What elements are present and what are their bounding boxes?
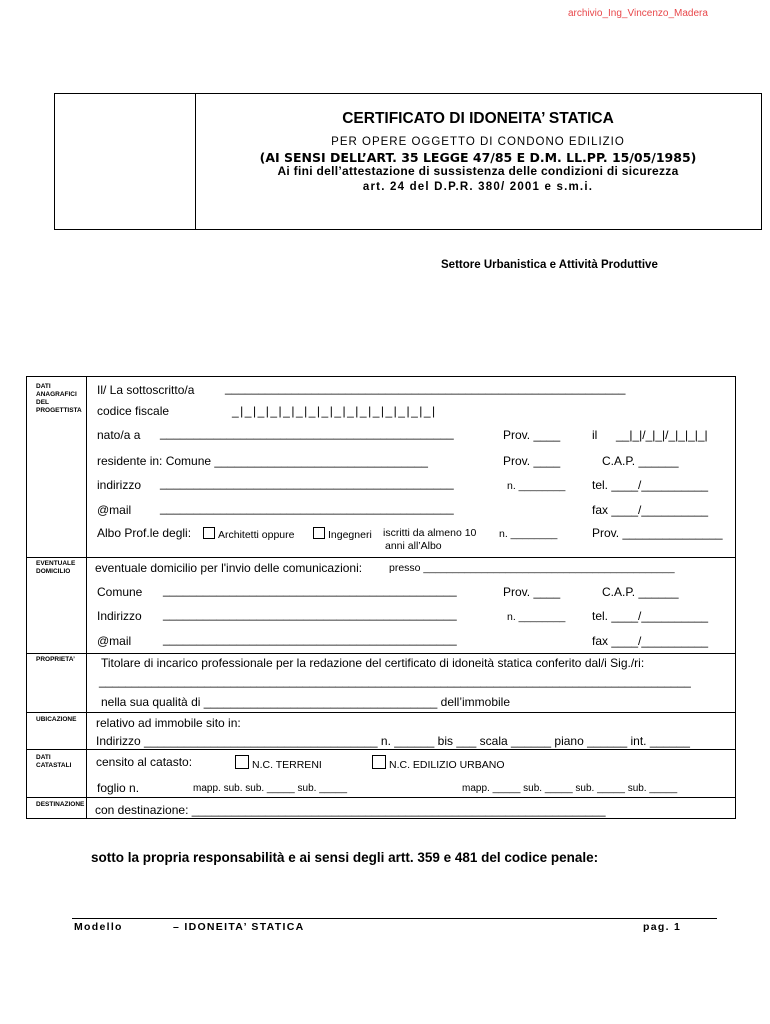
mail-domicilio-label: @mail [97,634,132,648]
iscritti-label: iscritti da almeno 10 [383,527,477,539]
divider [27,797,735,798]
divider [27,749,735,750]
sottoscritto-label: Il/ La sottoscritto/a [97,383,195,397]
prov-nascita-field[interactable]: Prov. ____ [503,428,561,442]
censito-label: censito al catasto: [96,755,193,769]
codice-fiscale-field[interactable]: _|_|_|_|_|_|_|_|_|_|_|_|_|_|_|_| [232,404,437,418]
il-label: il [592,428,598,442]
qualita-field[interactable]: nella sua qualità di ___________________________________ dell’immobile [101,695,511,709]
urbano-option[interactable] [372,755,505,771]
terreni-label: N.C. TERRENI [252,759,322,771]
page-title: CERTIFICATO DI IDONEITA’ STATICA [342,110,614,127]
logo-area [55,94,196,229]
tel-field[interactable]: tel. ____/__________ [592,478,709,492]
mail-label: @mail [97,503,132,517]
codice-fiscale-label: codice fiscale [97,404,170,418]
section-dati-catastali: DATI CATASTALI [36,754,72,769]
section-domicilio: EVENTUALE DOMICILIO [36,560,76,575]
page-number: pag. 1 [643,921,682,933]
nato-field[interactable]: ____________________________________________ [160,426,454,440]
presso-field[interactable]: presso ___________________________________________ [389,562,675,574]
subtitle-dpr: art. 24 del D.P.R. 380/ 2001 e s.m.i. [362,181,594,193]
domicilio-label: eventuale domicilio per l'invio delle comunicazioni: [95,561,363,575]
settore-label: Settore Urbanistica e Attività Produttive [441,259,658,271]
architetti-label: Architetti oppure [218,529,295,541]
watermark: archivio_Ing_Vincenzo_Madera [568,8,708,19]
footer-idoneita: – IDONEITA’ STATICA [173,921,305,933]
titolare-field[interactable]: __________________________________________________________________________________________ [99,674,691,688]
comune-label: Comune [97,585,143,599]
section-dati-anagrafici: DATI ANAGRAFICI DEL PROGETTISTA [36,383,82,414]
section-ubicazione: UBICAZIONE [36,716,77,723]
divider [27,712,735,713]
mail-field[interactable]: ____________________________________________ [160,501,454,515]
fax-field[interactable]: fax ____/__________ [592,503,709,517]
data-nascita-field[interactable]: __|_|/_|_|/_|_|_|_| [616,428,708,442]
terreni-checkbox[interactable] [235,755,249,769]
foglio-label: foglio n. [97,781,140,795]
subtitle-condono: PER OPERE OGGETTO DI CONDONO EDILIZIO [331,136,625,148]
urbano-label: N.C. EDILIZIO URBANO [389,759,505,771]
ingegneri-checkbox[interactable] [313,527,325,539]
section-proprieta: PROPRIETA’ [36,656,75,663]
mail-domicilio-field[interactable]: ____________________________________________ [163,632,457,646]
comune-field[interactable]: ____________________________________________ [163,583,457,597]
urbano-checkbox[interactable] [372,755,386,769]
architetti-checkbox[interactable] [203,527,215,539]
ingegneri-label: Ingegneri [328,529,372,541]
numero-civico-field[interactable]: n. ________ [507,480,566,492]
fax-domicilio-field[interactable]: fax ____/__________ [592,634,709,648]
indirizzo-field[interactable]: ____________________________________________ [160,476,454,490]
mapp-terreni-field[interactable]: mapp. sub. sub. _____ sub. _____ [193,783,348,794]
footer-divider [72,918,717,919]
residente-field[interactable]: residente in: Comune ________________________________ [97,454,428,468]
cap-domicilio-field[interactable]: C.A.P. ______ [602,585,679,599]
architetti-option[interactable] [203,527,294,541]
sottoscritto-field[interactable]: ____________________________________________________________ [225,381,626,395]
numero-albo-field[interactable]: n. ________ [499,528,558,540]
cap-residenza-field[interactable]: C.A.P. ______ [602,454,679,468]
mapp-urbano-field[interactable]: mapp. _____ sub. _____ sub. _____ sub. _____ [462,783,678,794]
nato-label: nato/a a [97,428,141,442]
penale-statement: sotto la propria responsabilità e ai sensi degli artt. 359 e 481 del codice penale: [91,850,599,865]
prov-albo-field[interactable]: Prov. _______________ [592,526,723,540]
subtitle-sicurezza: Ai fini dell’attestazione di sussistenza delle condizioni di sicurezza [277,164,679,178]
anni-albo-label: anni all’Albo [385,540,442,552]
titolare-label: Titolare di incarico professionale per la redazione del certificato di idoneità statica conferito dal/i Sig./ri: [101,656,645,670]
numero-domicilio-field[interactable]: n. ________ [507,611,566,623]
divider [27,557,735,558]
relativo-label: relativo ad immobile sito in: [96,716,241,730]
tel-domicilio-field[interactable]: tel. ____/__________ [592,609,709,623]
indirizzo-immobile-field[interactable]: Indirizzo ___________________________________ n. ______ bis ___ scala ______ piano ______ int. ______ [96,734,690,748]
subtitle-legge: (AI SENSI DELL’ART. 35 LEGGE 47/85 E D.M. LL.PP. 15/05/1985) [259,150,697,165]
indirizzo-domicilio-label: Indirizzo [97,609,142,623]
divider [27,653,735,654]
ingegneri-option[interactable] [313,527,372,541]
header-box [54,93,762,230]
prov-domicilio-field[interactable]: Prov. ____ [503,585,561,599]
indirizzo-domicilio-field[interactable]: ____________________________________________ [163,607,457,621]
section-destinazione: DESTINAZIONE [36,801,85,808]
terreni-option[interactable] [235,755,322,771]
prov-residenza-field[interactable]: Prov. ____ [503,454,561,468]
albo-label: Albo Prof.le degli: [97,526,192,540]
indirizzo-label: indirizzo [97,478,142,492]
section-column [27,377,87,818]
destinazione-field[interactable]: con destinazione: ______________________________________________________________ [95,803,606,817]
footer-modello: Modello [74,921,123,933]
